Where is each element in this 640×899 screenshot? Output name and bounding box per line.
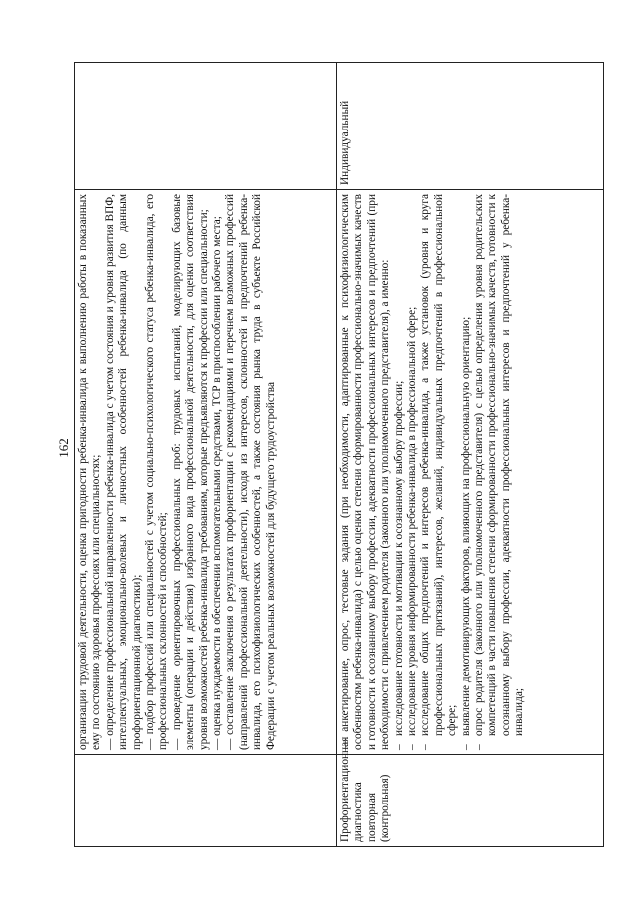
list-item: – исследование общих предпочтений и интересов ребенка-инвалида, а также установок (уровня и круга профессиональных притязаний), интересов, желаний, индивидуальных предпочтений в профессиональной сфере;	[419, 194, 459, 750]
row1-content-cell	[75, 190, 337, 755]
service-name-line: (контрольная)	[379, 774, 392, 842]
table-frame	[74, 63, 603, 847]
list-item: – исследование готовности и мотивации к осознанному выбору профессии;	[393, 194, 406, 750]
table-row	[75, 63, 337, 847]
service-name-line: диагностика	[352, 782, 365, 842]
row1-paragraph: — оценка нуждаемости в обеспечении вспомогательными средствами, ТСР в приспособлении рабочего места;	[211, 216, 224, 750]
row2-content-cell	[337, 190, 604, 755]
row1-paragraph: — определение профессиональной направленности ребенка-инвалида с учетом состояния и уровня развития ВПФ, интеллектуальных, эмоционально-волевых и личностных особенностей ребенка-инвалида (по данным профориентационной диагностики);	[103, 194, 143, 750]
row1-paragraph: — проведение ориентировочных профессиональных проб: трудовых испытаний, моделирующих базовые элементы (операции и действия) избранного вида профессиональной деятельности, для оценки соответствия уровня возможностей ребенка-инвалида требованиям, которые предъявляются к профессии или специальности;	[170, 194, 210, 750]
list-item-text: опрос родителя (законного или уполномоченного представителя) с целью определения уровня родительских компетенций в части повышения степени сформированности профессионально-значимых качеств, готовности к осознанному выбору профессии, адекватности профессиональных интересов и предпочтений у ребенка-инвалида;	[473, 194, 526, 736]
table-row	[337, 63, 604, 847]
row1-paragraph: организации трудовой деятельности, оценка пригодности ребенка-инвалида к выполнению работы в показанных ему по состоянию здоровья профессиях или специальностях;	[77, 194, 103, 750]
list-item-text: исследование общих предпочтений и интересов ребенка-инвалида, а также установок (уровня и круга профессиональных притязаний), интересов, желаний, индивидуальных предпочтений в профессиональной сфере;	[419, 194, 459, 736]
row1-form-cell	[75, 63, 337, 190]
row1-paragraph: — подбор профессий или специальностей с учетом социально-психологического статуса ребенка-инвалида, его профессиональных склонностей и способностей;	[144, 194, 170, 750]
list-item-text: исследование уровня информированности ребенка-инвалида в профессиональной сфере;	[406, 306, 419, 736]
row1-service-name-cell	[75, 755, 337, 847]
rotated-page	[74, 63, 640, 842]
service-name-line: Профориентационная	[339, 736, 351, 842]
service-table	[74, 62, 604, 847]
list-item-text: исследование готовности и мотивации к осознанному выбору профессии;	[392, 380, 405, 736]
row1-paragraph: — составление заключения о результатах профориентации с рекомендациями и перечнем возможных профессий (направлений профессиональной деятельности), исходя из интересов, склонностей и предпочтений ребенка-инвалида, его психофизиологических особенностей, а также состояния рынка труда в субъекте Российской Федерации с учетом реальных возможностей для будущего трудоустройства	[224, 194, 277, 750]
row2-service-name-cell	[337, 736, 604, 847]
list-item: – исследование уровня информированности ребенка-инвалида в профессиональной сфере;	[406, 194, 419, 750]
row2-intro: — анкетирование, опрос, тестовые задания (при необходимости, адаптированные к психофизиологическим особенностям ребенка-инвалида) с целью оценки степени сформированности профессионально-значимых качеств и готовности к осознанному выбору профессии, адекватности профессиональных интересов и предпочтений (при необходимости с привлечением родителя (законного или уполномоченного представителя), а именно:	[339, 194, 392, 750]
list-item: – опрос родителя (законного или уполномоченного представителя) с целью определения уровня родительских компетенций в части повышения степени сформированности профессионально-значимых качеств, готовности к осознанному выбору профессии, адекватности профессиональных интересов и предпочтений у ребенка-инвалида;	[473, 194, 526, 750]
list-item-text: выявление демотивирующих факторов, влияющих на профессиональную ориентацию;	[459, 316, 472, 736]
page-number: 162	[56, 438, 71, 458]
service-name-line: повторная	[365, 792, 378, 842]
row2-form-cell: Индивидуальный	[337, 63, 604, 190]
list-item: – выявление демотивирующих факторов, влияющих на профессиональную ориентацию;	[460, 194, 473, 750]
